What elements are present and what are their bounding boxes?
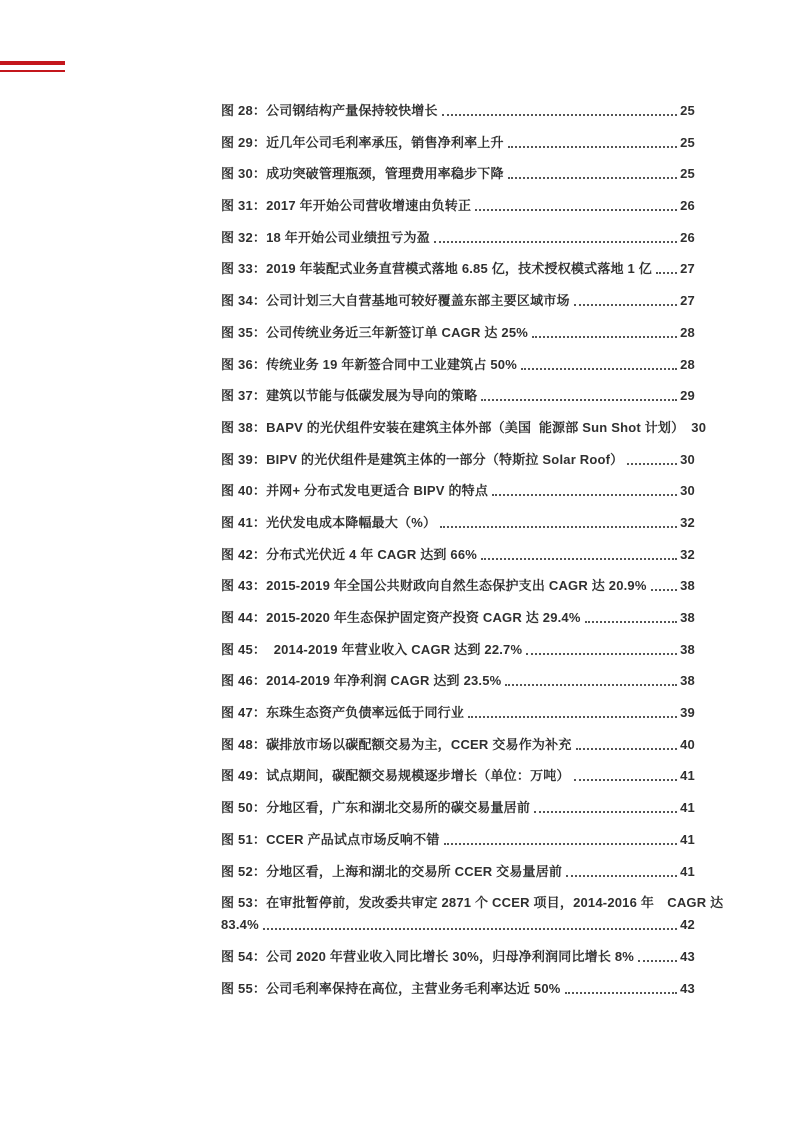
toc-entry[interactable] (221, 765, 695, 787)
dot-leader (263, 908, 677, 930)
toc-entry-line (221, 417, 707, 439)
toc-entry-page-number: 32 (680, 514, 695, 530)
toc-entry-title: 图 50：分地区看，广东和湖北交易所的碳交易量居前 (221, 800, 531, 816)
toc-entry-page-number: 27 (680, 293, 695, 309)
toc-entry-page-number: 38 (680, 641, 695, 657)
dot-leader (475, 189, 677, 211)
toc-entry-page-number: 26 (680, 229, 695, 245)
toc-entry-line (221, 480, 695, 502)
toc-entry-line (221, 639, 695, 661)
dot-leader (442, 94, 677, 116)
dot-leader (440, 506, 677, 528)
toc-entry-line (221, 978, 695, 1000)
toc-entry[interactable] (221, 607, 695, 629)
header-accent-bar (0, 61, 65, 65)
toc-entry-page-number: 30 (691, 419, 707, 435)
toc-entry[interactable] (221, 829, 695, 851)
toc-entry-title: 图 46：2014-2019 年净利润 CAGR 达到 23.5% (221, 673, 502, 689)
toc-entry-line (221, 829, 695, 851)
toc-entry[interactable] (221, 670, 695, 692)
toc-entry-line (221, 575, 695, 597)
toc-entry-page-number: 40 (680, 736, 695, 752)
toc-entry-page-number: 41 (680, 768, 695, 784)
toc-entry-page-number: 29 (680, 388, 695, 404)
toc-entry-line (221, 797, 695, 819)
dot-leader (444, 823, 678, 845)
toc-entry-line (221, 449, 695, 471)
dot-leader (574, 284, 677, 306)
toc-entry-title: 图 28：公司钢结构产量保持较快增长 (221, 103, 438, 118)
toc-entry[interactable] (221, 354, 695, 376)
toc-entry-title: 图 40：并网+ 分布式发电更适合 BIPV 的特点 (221, 483, 489, 499)
toc-entry-title: 图 49：试点期间，碳配额交易规模逐步增长（单位：万吨） (221, 768, 570, 784)
dot-leader (565, 972, 678, 994)
toc-entry[interactable] (221, 734, 695, 756)
toc-entry-page-number: 27 (680, 261, 695, 277)
toc-entry-title: 图 52：分地区看，上海和湖北的交易所 CCER 交易量居前 (221, 863, 563, 879)
toc-entry-title: 图 38：BAPV 的光伏组件安装在建筑主体外部（美国 能源部 Sun Shot 计划） (221, 419, 685, 435)
toc-entry[interactable] (221, 227, 695, 249)
toc-entry[interactable] (221, 861, 695, 883)
toc-entry-line (221, 765, 695, 787)
toc-entry-line (221, 512, 695, 534)
toc-entry-page-number: 25 (680, 166, 695, 182)
toc-entry-title: 图 36：传统业务 19 年新签合同中工业建筑占 50% (221, 356, 517, 372)
toc-entry-title: 图 31：2017 年开始公司营收增速由负转正 (221, 198, 472, 214)
toc-entry-page-number: 39 (680, 705, 695, 721)
toc-entry-line (221, 100, 695, 122)
toc-entry-title: 图 34：公司计划三大自营基地可较好覆盖东部主要区域市场 (221, 293, 570, 309)
toc-entry-title: 图 44：2015-2020 年生态保护固定资产投资 CAGR 达 29.4% (221, 610, 581, 625)
toc-entry-title: 图 48：碳排放市场以碳配额交易为主，CCER 交易作为补充 (221, 736, 572, 752)
dot-leader (651, 569, 677, 591)
dot-leader (521, 348, 677, 370)
toc-entry-page-number: 41 (680, 800, 695, 816)
toc-entry-line (221, 607, 695, 629)
toc-entry-title: 图 32：18 年开始公司业绩扭亏为盈 (221, 229, 430, 245)
toc-entry[interactable] (221, 449, 695, 471)
toc-entry-line (221, 354, 695, 376)
toc-entry-page-number: 32 (680, 546, 695, 562)
toc-entry[interactable] (221, 385, 695, 407)
dot-leader (576, 728, 678, 750)
dot-leader (574, 759, 677, 781)
toc-entry-page-number: 30 (680, 451, 695, 467)
toc-entry-line (221, 290, 695, 312)
toc-entry[interactable] (221, 132, 695, 154)
toc-entry[interactable] (221, 946, 695, 968)
toc-entry-page-number: 25 (680, 134, 695, 150)
toc-entry-line (221, 861, 695, 883)
dot-leader (656, 252, 677, 274)
dot-leader (481, 538, 677, 560)
toc-entry-line (221, 132, 695, 154)
toc-entry-title: 图 39：BIPV 的光伏组件是建筑主体的一部分（特斯拉 Solar Roof） (221, 451, 624, 467)
toc-entry-title: 图 45： 2014-2019 年营业收入 CAGR 达到 22.7% (221, 641, 523, 657)
toc-entry-title: 图 33：2019 年装配式业务直营模式落地 6.85 亿，技术授权模式落地 1 亿 (221, 261, 652, 277)
toc-entry-line (221, 385, 695, 407)
toc-entry-line (221, 702, 695, 724)
toc-entry-line (221, 322, 695, 344)
toc-entry-page-number: 42 (680, 917, 695, 933)
toc-entry-page-number: 43 (680, 948, 695, 964)
toc-entry[interactable] (221, 702, 695, 724)
dot-leader (434, 221, 677, 243)
toc-entry-title: 图 30：成功突破管理瓶颈，管理费用率稳步下降 (221, 166, 504, 182)
toc-entry-title: 图 51：CCER 产品试点市场反响不错 (221, 831, 440, 847)
toc-entry[interactable] (221, 639, 695, 661)
toc-entry-title: 图 47：东珠生态资产负债率远低于同行业 (221, 705, 465, 721)
toc-entry-line (221, 544, 695, 566)
toc-entry-title: 图 37：建筑以节能与低碳发展为导向的策略 (221, 388, 478, 404)
toc-entry-page-number: 41 (680, 831, 695, 847)
toc-entry-title: 图 54：公司 2020 年营业收入同比增长 30%，归母净利润同比增长 8% (221, 948, 635, 964)
toc-entry[interactable] (221, 163, 695, 185)
toc-entry[interactable] (221, 322, 695, 344)
toc-entry[interactable] (221, 258, 695, 280)
toc-entry-line (221, 670, 695, 692)
toc-entry[interactable] (221, 512, 695, 534)
toc-entry-line (221, 195, 695, 217)
toc-entry[interactable] (221, 417, 707, 439)
toc-entry[interactable] (221, 978, 695, 1000)
dot-leader (532, 316, 677, 338)
toc-entry-title-continued: 83.4% (221, 917, 259, 933)
toc-entry-line (221, 227, 695, 249)
dot-leader (627, 443, 677, 465)
toc-entry-title: 图 42：分布式光伏近 4 年 CAGR 达到 66% (221, 546, 478, 562)
toc-entry-line (221, 163, 695, 185)
dot-leader (492, 474, 677, 496)
toc-entry[interactable] (221, 100, 695, 122)
dot-leader (468, 696, 677, 718)
toc-entry-line (221, 946, 695, 968)
toc-entry-page-number: 30 (680, 483, 695, 499)
toc-entry[interactable] (221, 797, 695, 819)
toc-entry-page-number: 28 (680, 324, 695, 340)
dot-leader (638, 940, 677, 962)
toc-entry-page-number: 38 (680, 673, 695, 689)
dot-leader (526, 633, 677, 655)
toc-entry[interactable] (221, 195, 695, 217)
toc-entry-page-number: 38 (680, 610, 695, 625)
dot-leader (534, 791, 677, 813)
dot-leader (508, 126, 677, 148)
toc-entry-line (221, 258, 695, 280)
dot-leader (585, 601, 677, 623)
toc-entry-title: 图 41：光伏发电成本降幅最大（%） (221, 514, 437, 530)
toc-entry-page-number: 28 (680, 356, 695, 372)
toc-entry-page-number: 38 (680, 578, 695, 594)
toc-entry[interactable] (221, 892, 724, 936)
toc-entry[interactable] (221, 575, 695, 597)
toc-entry-title: 图 29：近几年公司毛利率承压，销售净利率上升 (221, 134, 504, 150)
toc-entry-title: 图 55：公司毛利率保持在高位，主营业务毛利率达近 50% (221, 980, 561, 996)
toc-entry[interactable] (221, 544, 695, 566)
dot-leader (566, 855, 677, 877)
list-of-figures (221, 100, 724, 1009)
dot-leader (505, 664, 677, 686)
toc-entry-line (221, 914, 695, 936)
toc-entry-page-number: 25 (680, 103, 695, 118)
header-accent-line (0, 70, 65, 72)
toc-entry-line (221, 734, 695, 756)
dot-leader (481, 379, 677, 401)
toc-entry[interactable] (221, 290, 695, 312)
toc-entry-page-number: 26 (680, 198, 695, 214)
toc-entry-title: 图 53：在审批暂停前，发改委共审定 2871 个 CCER 项目，2014-2016 年 CAGR 达 (221, 895, 724, 911)
toc-entry-page-number: 43 (680, 980, 695, 996)
toc-entry-title: 图 35：公司传统业务近三年新签订单 CAGR 达 25% (221, 324, 529, 340)
toc-entry-page-number: 41 (680, 863, 695, 879)
dot-leader (508, 157, 677, 179)
toc-entry[interactable] (221, 480, 695, 502)
toc-entry-title: 图 43：2015-2019 年全国公共财政向自然生态保护支出 CAGR 达 20.9% (221, 578, 647, 594)
